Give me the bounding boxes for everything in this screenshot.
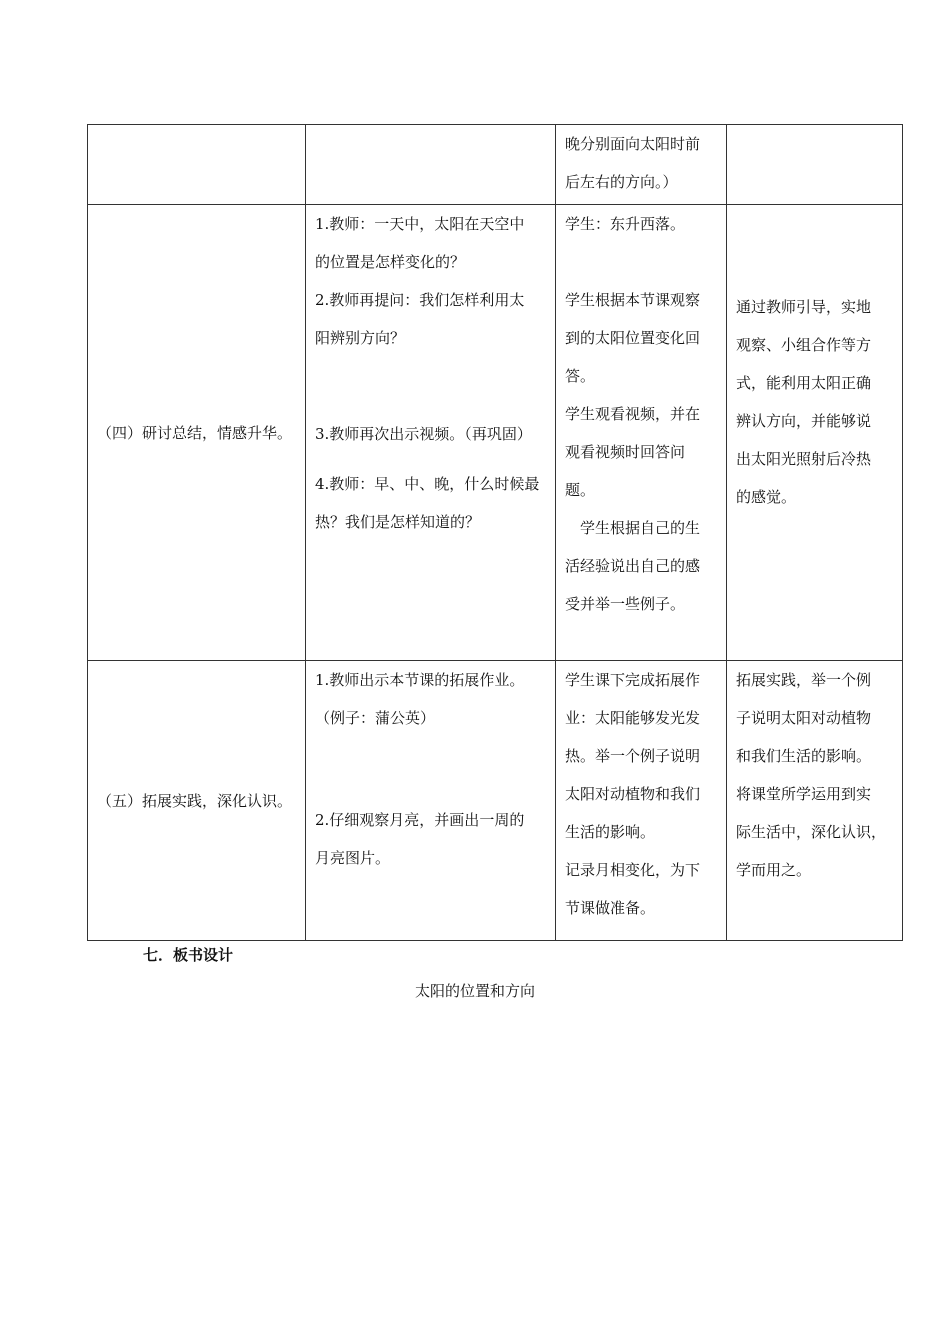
student-activity-cell (556, 205, 727, 661)
student-line: 晚分别面向太阳时前 (565, 135, 701, 153)
student-line: 学生根据本节课观察 (565, 291, 701, 309)
student-line: 后左右的方向。） (565, 173, 678, 191)
teacher-line: 月亮图片。 (315, 849, 391, 867)
student-line: 生活的影响。 (565, 823, 656, 841)
student-line: 活经验说出自己的感 (565, 557, 701, 575)
intent-line: 际生活中，深化认识， (736, 823, 887, 841)
student-activity-cell (556, 661, 727, 941)
student-line: 受并举一些例子。 (565, 595, 686, 613)
teacher-line: 3.教师再次出示视频。（再巩固） (315, 425, 532, 443)
teacher-line: 热？我们是怎样知道的？ (315, 513, 481, 531)
board-design-title: 太阳的位置和方向 (414, 982, 535, 1000)
intent-line: 出太阳光照射后冷热 (736, 450, 872, 468)
intent-line: 辨认方向，并能够说 (736, 412, 872, 430)
table-row (88, 205, 903, 661)
student-line: 热。举一个例子说明 (565, 747, 701, 765)
teacher-activity-cell (306, 205, 556, 661)
table-row (88, 125, 903, 205)
intent-line: 和我们生活的影响。 (736, 747, 872, 765)
intent-line: 学而用之。 (736, 861, 812, 879)
student-line: 学生课下完成拓展作 (565, 671, 701, 689)
teacher-line: 的位置是怎样变化的？ (315, 253, 466, 271)
stage-cell (88, 205, 306, 661)
student-line: 到的太阳位置变化回 (565, 329, 701, 347)
student-line: 太阳对动植物和我们 (565, 785, 701, 803)
intent-line: 观察、小组合作等方 (736, 336, 872, 354)
teacher-activity-cell (306, 125, 556, 205)
teacher-line: 1.教师出示本节课的拓展作业。 (315, 671, 525, 689)
design-intent-cell (727, 205, 903, 661)
teacher-line: 2.教师再提问：我们怎样利用太 (315, 291, 525, 309)
intent-line: 拓展实践，举一个例 (736, 671, 872, 689)
section-heading: 七．板书设计 (143, 946, 234, 964)
intent-line: 的感觉。 (736, 488, 797, 506)
design-intent-cell (727, 125, 903, 205)
teacher-line: 1.教师：一天中，太阳在天空中 (315, 215, 525, 233)
stage-label: （五）拓展实践，深化认识。 (97, 791, 293, 810)
design-intent-cell (727, 661, 903, 941)
student-line: 观看视频时回答问 (565, 443, 686, 461)
student-line: 记录月相变化，为下 (565, 861, 701, 879)
teacher-line: （例子：蒲公英） (315, 709, 436, 727)
table-row (88, 661, 903, 941)
student-line: 答。 (565, 367, 596, 385)
intent-line: 通过教师引导，实地 (736, 298, 872, 316)
intent-line: 将课堂所学运用到实 (736, 785, 872, 803)
student-line: 学生观看视频，并在 (565, 405, 701, 423)
teacher-line: 4.教师：早、中、晚，什么时候最 (315, 475, 540, 493)
lesson-plan-table (87, 124, 903, 941)
teacher-line: 2.仔细观察月亮，并画出一周的 (315, 811, 525, 829)
student-line: 节课做准备。 (565, 899, 656, 917)
student-line: 学生根据自己的生 (580, 519, 701, 537)
intent-line: 子说明太阳对动植物 (736, 709, 872, 727)
intent-line: 式，能利用太阳正确 (736, 374, 872, 392)
student-line: 业：太阳能够发光发 (565, 709, 701, 727)
student-line: 题。 (565, 481, 596, 499)
teacher-line: 阳辨别方向？ (315, 329, 406, 347)
student-activity-cell (556, 125, 727, 205)
stage-cell (88, 661, 306, 941)
stage-cell (88, 125, 306, 205)
stage-label: （四）研讨总结，情感升华。 (97, 423, 293, 442)
student-line: 学生：东升西落。 (565, 215, 686, 233)
teacher-activity-cell (306, 661, 556, 941)
